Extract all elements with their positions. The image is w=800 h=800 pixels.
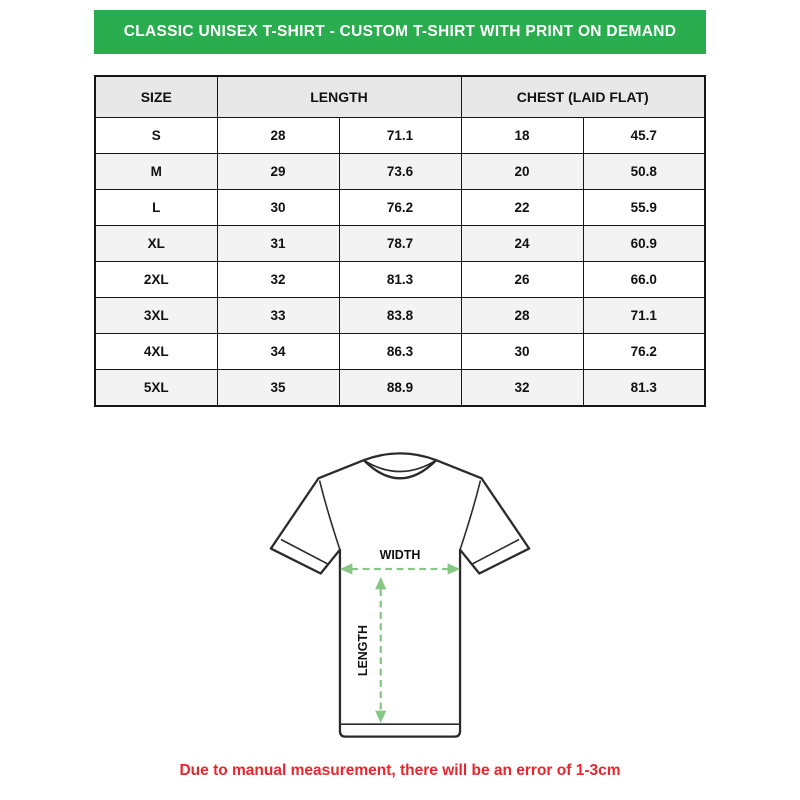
size-cell: S	[95, 118, 217, 154]
size-cell: 3XL	[95, 298, 217, 334]
measurement-note: Due to manual measurement, there will be an error of 1-3cm	[179, 762, 621, 779]
size-chart-table	[94, 75, 706, 407]
table-row	[95, 190, 705, 226]
measurement-diagram	[230, 433, 570, 748]
length-cm-cell: 86.3	[339, 334, 461, 370]
length-in-cell: 28	[217, 118, 339, 154]
chest-in-cell: 32	[461, 370, 583, 407]
page-title: CLASSIC UNISEX T-SHIRT - CUSTOM T-SHIRT WITH PRINT ON DEMAND	[123, 23, 677, 40]
length-cm-cell: 78.7	[339, 226, 461, 262]
length-in-cell: 34	[217, 334, 339, 370]
table-row	[95, 370, 705, 407]
chest-in-cell: 30	[461, 334, 583, 370]
length-cm-cell: 88.9	[339, 370, 461, 407]
size-cell: 2XL	[95, 262, 217, 298]
chest-in-cell: 24	[461, 226, 583, 262]
length-in-cell: 31	[217, 226, 339, 262]
length-in-cell: 33	[217, 298, 339, 334]
table-row	[95, 334, 705, 370]
width-label: WIDTH	[379, 547, 421, 562]
table-row	[95, 298, 705, 334]
chest-cm-cell: 71.1	[583, 298, 705, 334]
size-cell: 4XL	[95, 334, 217, 370]
chest-cm-cell: 50.8	[583, 154, 705, 190]
tshirt-diagram	[230, 433, 570, 748]
tshirt-outline	[271, 453, 529, 736]
length-in-cell: 29	[217, 154, 339, 190]
length-cm-cell: 83.8	[339, 298, 461, 334]
length-cm-cell: 73.6	[339, 154, 461, 190]
size-cell: L	[95, 190, 217, 226]
size-cell: XL	[95, 226, 217, 262]
length-in-cell: 35	[217, 370, 339, 407]
chest-in-cell: 22	[461, 190, 583, 226]
length-cm-cell: 76.2	[339, 190, 461, 226]
length-label: LENGTH	[356, 624, 371, 677]
size-cell: M	[95, 154, 217, 190]
length-cm-cell: 81.3	[339, 262, 461, 298]
chest-in-cell: 20	[461, 154, 583, 190]
chest-cm-cell: 81.3	[583, 370, 705, 407]
column-header-size: SIZE	[95, 76, 217, 118]
chest-cm-cell: 45.7	[583, 118, 705, 154]
length-cm-cell: 71.1	[339, 118, 461, 154]
length-in-cell: 30	[217, 190, 339, 226]
chest-cm-cell: 66.0	[583, 262, 705, 298]
chest-cm-cell: 76.2	[583, 334, 705, 370]
header-row	[95, 76, 705, 118]
table-row	[95, 262, 705, 298]
size-cell: 5XL	[95, 370, 217, 407]
chest-cm-cell: 55.9	[583, 190, 705, 226]
table-row	[95, 118, 705, 154]
chest-cm-cell: 60.9	[583, 226, 705, 262]
chest-in-cell: 26	[461, 262, 583, 298]
column-header-chest: CHEST (LAID FLAT)	[461, 76, 705, 118]
table-row	[95, 154, 705, 190]
title-banner	[94, 10, 706, 54]
chest-in-cell: 18	[461, 118, 583, 154]
column-header-length: LENGTH	[217, 76, 461, 118]
table-row	[95, 226, 705, 262]
length-in-cell: 32	[217, 262, 339, 298]
chest-in-cell: 28	[461, 298, 583, 334]
